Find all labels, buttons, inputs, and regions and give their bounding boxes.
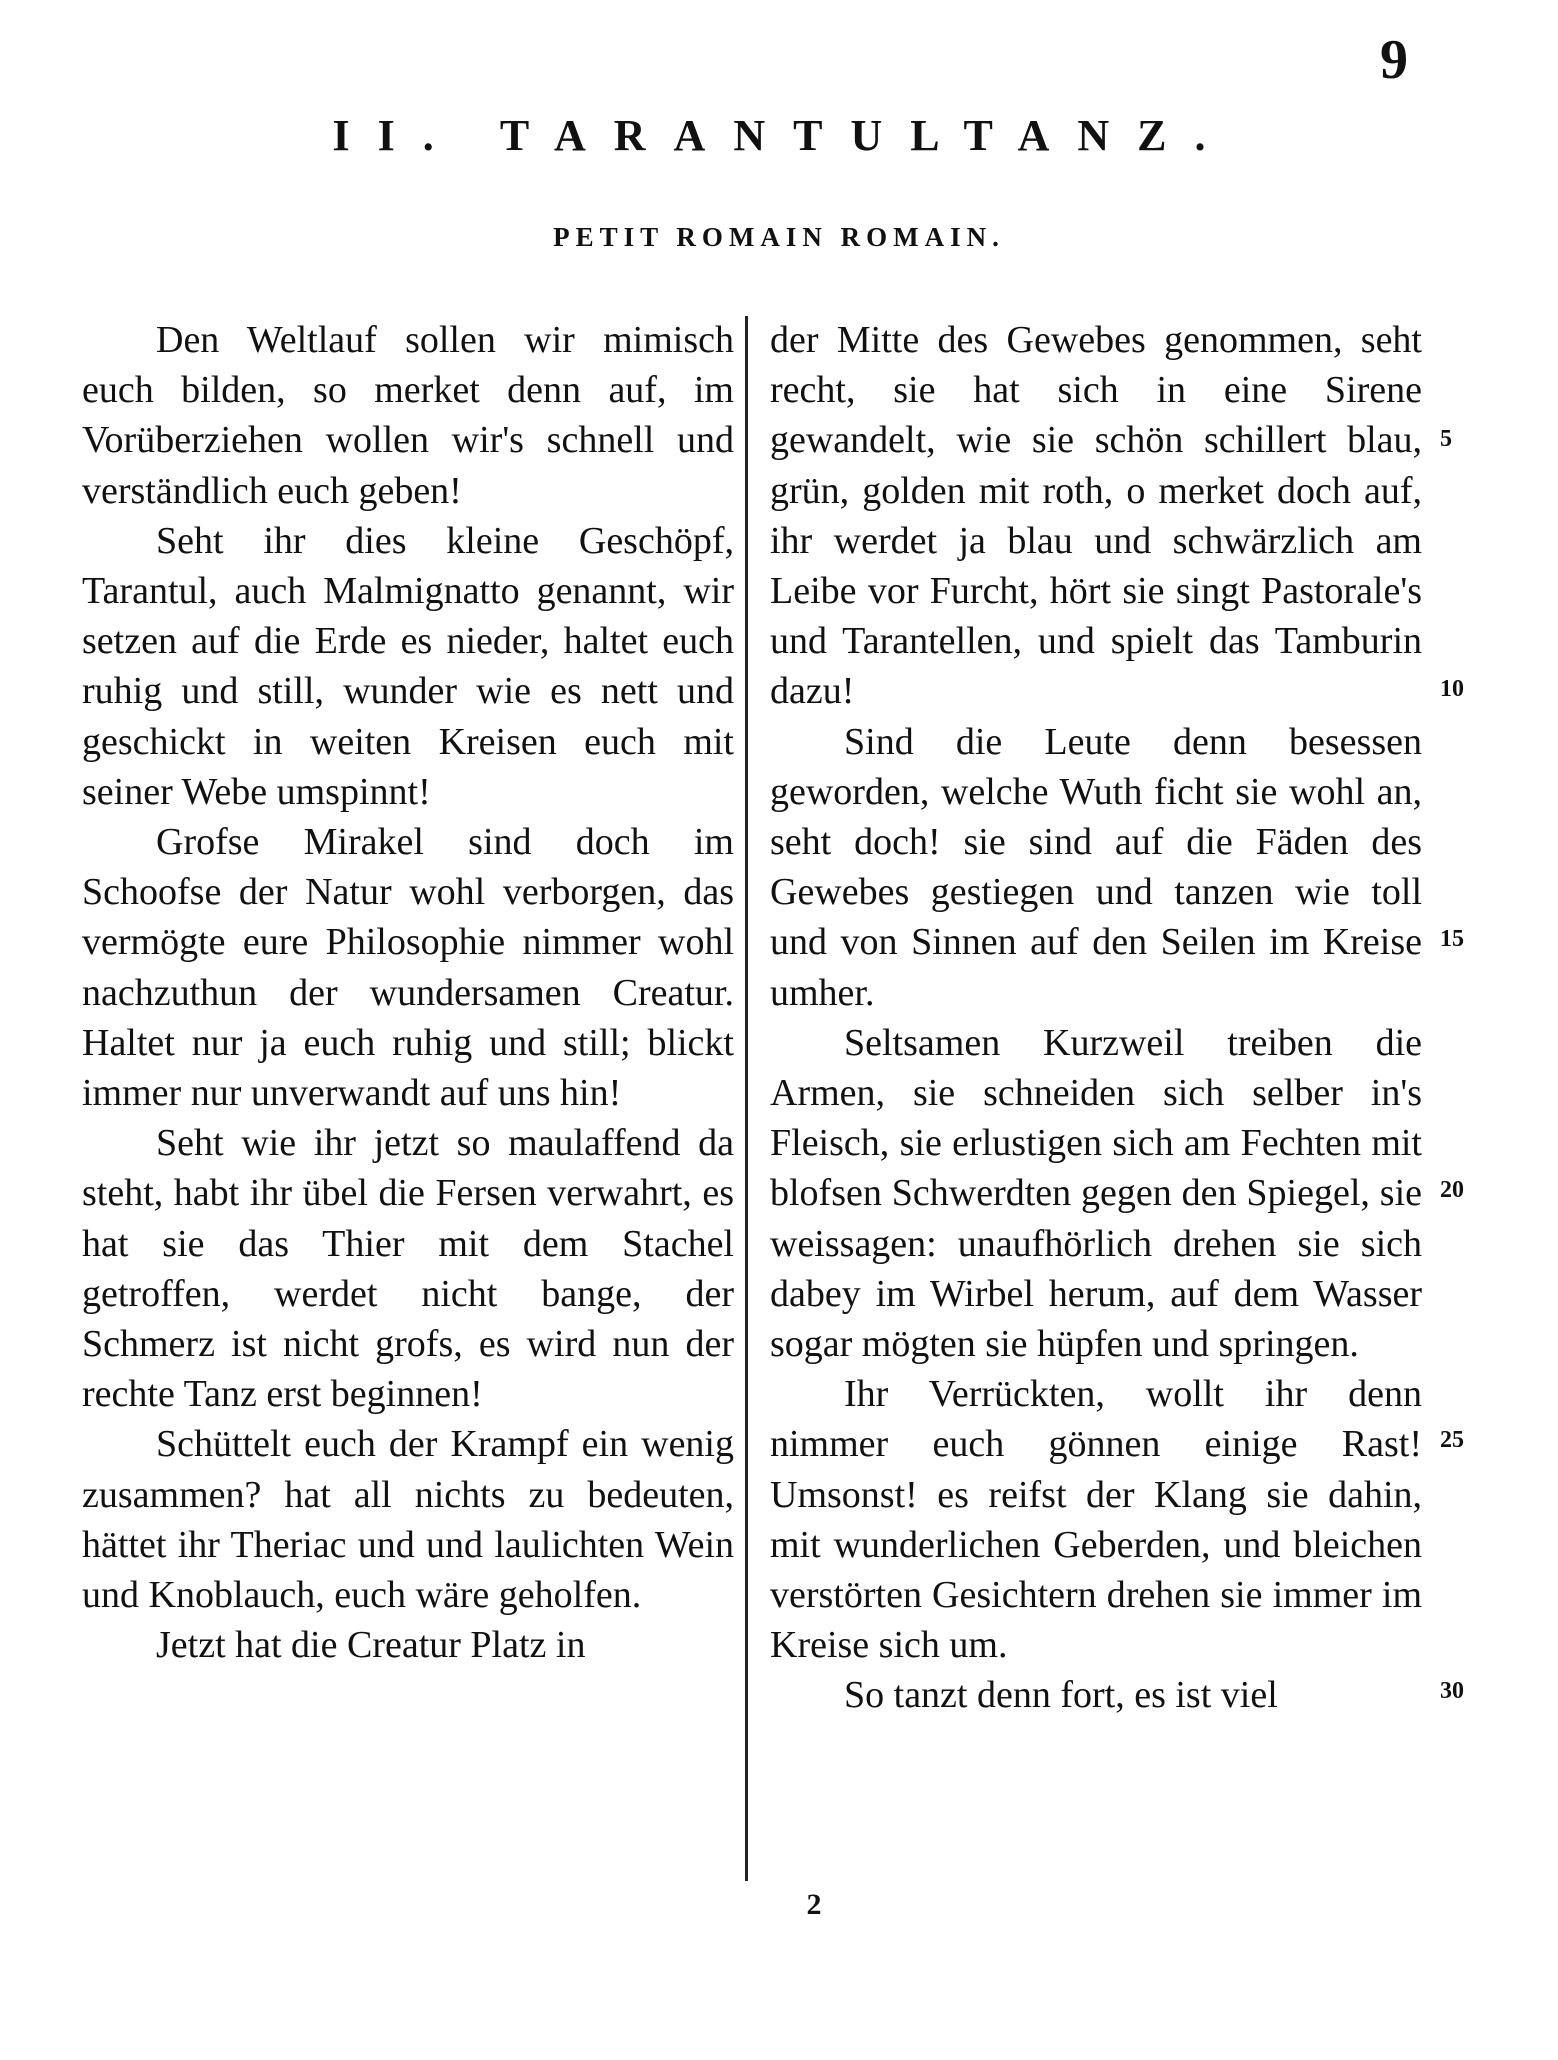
page-title: II. TARANTULTANZ. xyxy=(332,111,1234,160)
paragraph: Seltsamen Kurzweil treiben die Armen, sie schneiden sich selber in's Fleisch, sie erlustigen sich am Fechten mit blofsen Schwerdten gegen den Spiegel, sie weissagen: unaufhörlich drehen sie sich dabey im Wirbel herum, auf dem Wasser sogar mögten sie hüpfen und springen. xyxy=(770,1021,1422,1366)
paragraph: Den Weltlauf sollen wir mimisch euch bilden, so merket denn auf, im Vorüberziehen wollen wir's schnell und verständlich euch geben! xyxy=(82,319,734,512)
paragraph: Grofse Mirakel sind doch im Schoofse der Natur wohl verborgen, das vermögte eure Philosophie nimmer wohl nachzuthun der wundersamen Creatur. Haltet nur ja euch ruhig und still; blickt immer nur unverwandt auf uns hin! xyxy=(82,821,734,1115)
paragraph: Schüttelt euch der Krampf ein wenig zusammen? hat all nichts zu bedeuten, hättet ihr Theriac und und laulichten Wein und Knoblauch, euch wäre geholfen. xyxy=(82,1423,734,1617)
line-number: 20 xyxy=(1440,1177,1464,1203)
paragraph: So tanzt denn fort, es ist viel xyxy=(844,1674,1278,1717)
paragraph: Ihr Verrückten, wollt ihr denn nimmer euch gönnen einige Rast! Umsonst! es reifst der Klang sie dahin, mit wunderlichen Geberden, und bleichen verstörten Gesichtern drehen sie immer im Kreise sich um. xyxy=(770,1373,1422,1667)
line-number: 10 xyxy=(1440,676,1464,702)
paragraph: Sind die Leute denn besessen geworden, welche Wuth ficht sie wohl an, seht doch! sie sind auf die Fäden des Gewebes gestiegen und tanzen wie toll und von Sinnen auf den Seilen im Kreise umher. xyxy=(770,720,1422,1014)
line-numbers xyxy=(1440,0,1500,2060)
line-number: 25 xyxy=(1440,1427,1464,1453)
signature-mark: 2 xyxy=(806,1888,822,1921)
line-number: 5 xyxy=(1440,426,1452,452)
left-column xyxy=(82,315,734,1670)
paragraph: Seht ihr dies kleine Geschöpf, Tarantul, auch Malmignatto genannt, wir setzen auf die Erde es nieder, haltet euch ruhig und still, wunder wie es nett und geschickt in weiten Kreisen euch mit seiner Webe umspinnt! xyxy=(82,519,734,813)
page-subtitle: PETIT ROMAIN ROMAIN. xyxy=(553,222,1005,252)
paragraph: Seht wie ihr jetzt so maulaffend da steht, habt ihr übel die Fersen verwahrt, es hat sie das Thier mit dem Stachel getroffen, werdet nicht bange, der Schmerz ist nicht grofs, es wird nun der rechte Tanz erst beginnen! xyxy=(82,1122,734,1416)
page-number: 9 xyxy=(1380,29,1408,91)
right-column xyxy=(770,315,1422,1721)
line-number: 15 xyxy=(1440,926,1464,952)
paragraph: der Mitte des Gewebes genommen, seht recht, sie hat sich in eine Sirene gewandelt, wie sie schön schillert blau, grün, golden mit roth, o merket doch auf, ihr werdet ja blau und schwärzlich am Leibe vor Furcht, hört sie singt Pastorale's und Tarantellen, und spielt das Tamburin dazu! xyxy=(770,319,1422,713)
paragraph: Jetzt hat die Creatur Platz in xyxy=(156,1624,586,1667)
line-number: 30 xyxy=(1440,1678,1464,1704)
column-divider xyxy=(745,316,748,1881)
